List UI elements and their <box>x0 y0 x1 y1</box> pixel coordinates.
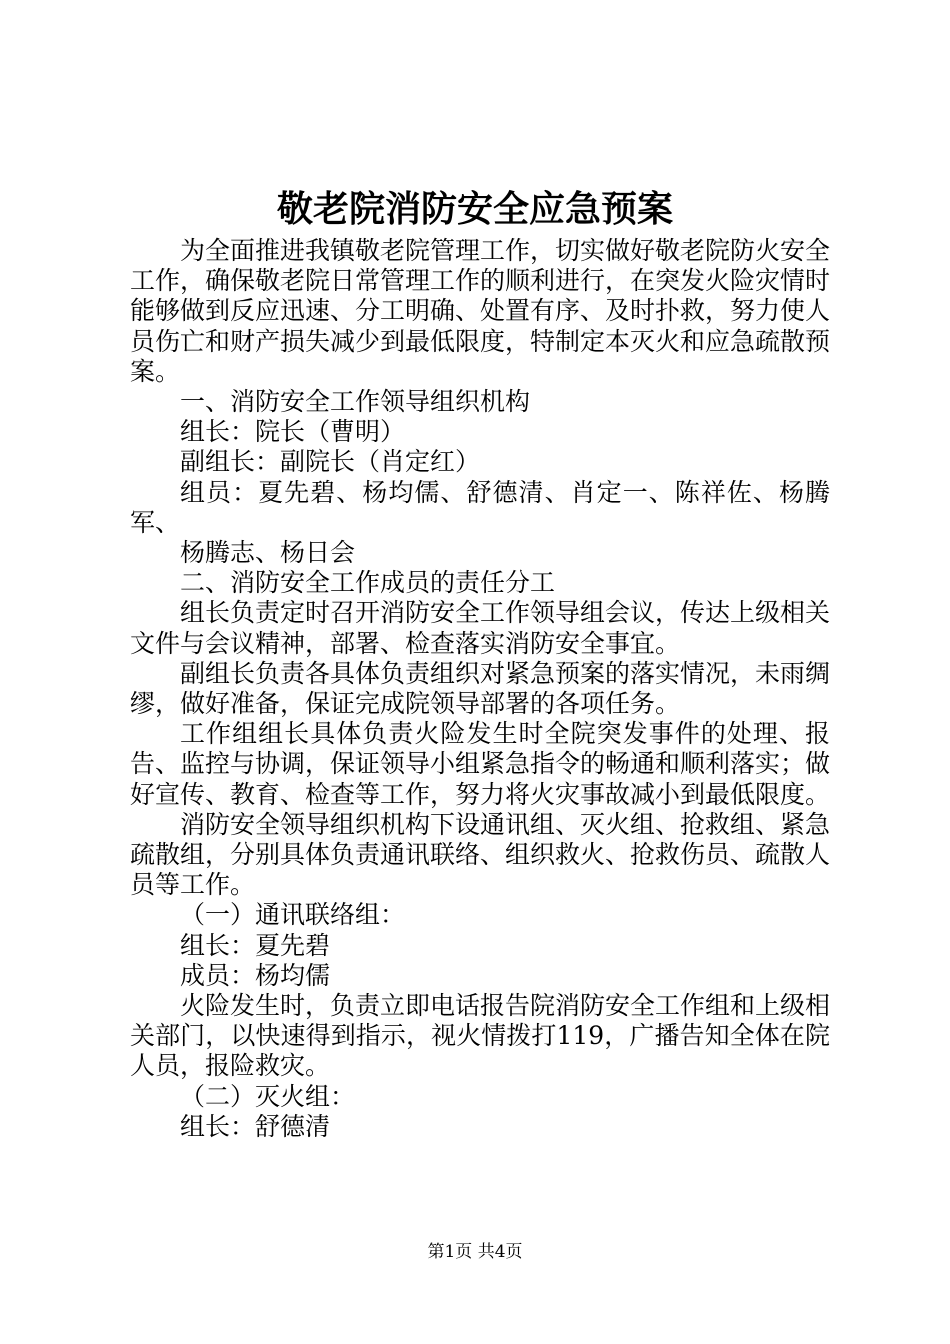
document-body <box>130 236 830 1142</box>
deputy-leader-line: 副组长：副院长（肖定红） <box>180 447 481 477</box>
deputy-duty-paragraph: 副组长负责各具体负责组织对紧急预案的落实情况，未雨绸缪，做好准备，保证完成院领导部署的各项任务。 <box>130 658 831 719</box>
fire-group-heading: （二）灭火组： <box>180 1081 356 1111</box>
workgroup-duty-paragraph: 工作组组长具体负责火险发生时全院突发事件的处理、报告、监控与协调，保证领导小组紧急指令的畅通和顺利落实；做好宣传、教育、检查等工作，努力将火灾事故减小到最低限度。 <box>130 719 831 809</box>
page-footer: 第1页 共4页 <box>427 1242 523 1262</box>
comm-group-duty-paragraph: 火险发生时，负责立即电话报告院消防安全工作组和上级相关部门，以快速得到指示，视火情拨打119，广播告知全体在院人员，报险救灾。 <box>130 991 831 1081</box>
document-title: 敬老院消防安全应急预案 <box>276 188 673 230</box>
members-line: 组员：夏先碧、杨均儒、舒德清、肖定一、陈祥佐、杨腾军、 <box>130 477 830 537</box>
leader-duty-paragraph: 组长负责定时召开消防安全工作领导组会议，传达上级相关文件与会议精神，部署、检查落实消防安全事宜。 <box>130 598 831 658</box>
comm-group-heading: （一）通讯联络组： <box>180 900 406 930</box>
section-heading-1: 一、消防安全工作领导组织机构 <box>180 387 531 417</box>
leader-line: 组长：院长（曹明） <box>180 417 406 447</box>
comm-group-member: 成员：杨均儒 <box>180 960 331 990</box>
fire-group-leader: 组长：舒德清 <box>180 1111 331 1141</box>
section-heading-2: 二、消防安全工作成员的责任分工 <box>180 568 556 598</box>
subgroups-paragraph: 消防安全领导组织机构下设通讯组、灭火组、抢救组、紧急疏散组，分别具体负责通讯联络、组织救火、抢救伤员、疏散人员等工作。 <box>130 809 831 900</box>
comm-group-leader: 组长：夏先碧 <box>180 930 331 960</box>
intro-paragraph: 为全面推进我镇敬老院管理工作，切实做好敬老院防火安全工作，确保敬老院日常管理工作的顺利进行，在突发火险灾情时能够做到反应迅速、分工明确、处置有序、及时扑救，努力使人员伤亡和财产损失减少到最低限度，特制定本灭火和应急疏散预案。 <box>130 236 831 386</box>
members-line-continued: 杨腾志、杨日会 <box>180 538 356 568</box>
